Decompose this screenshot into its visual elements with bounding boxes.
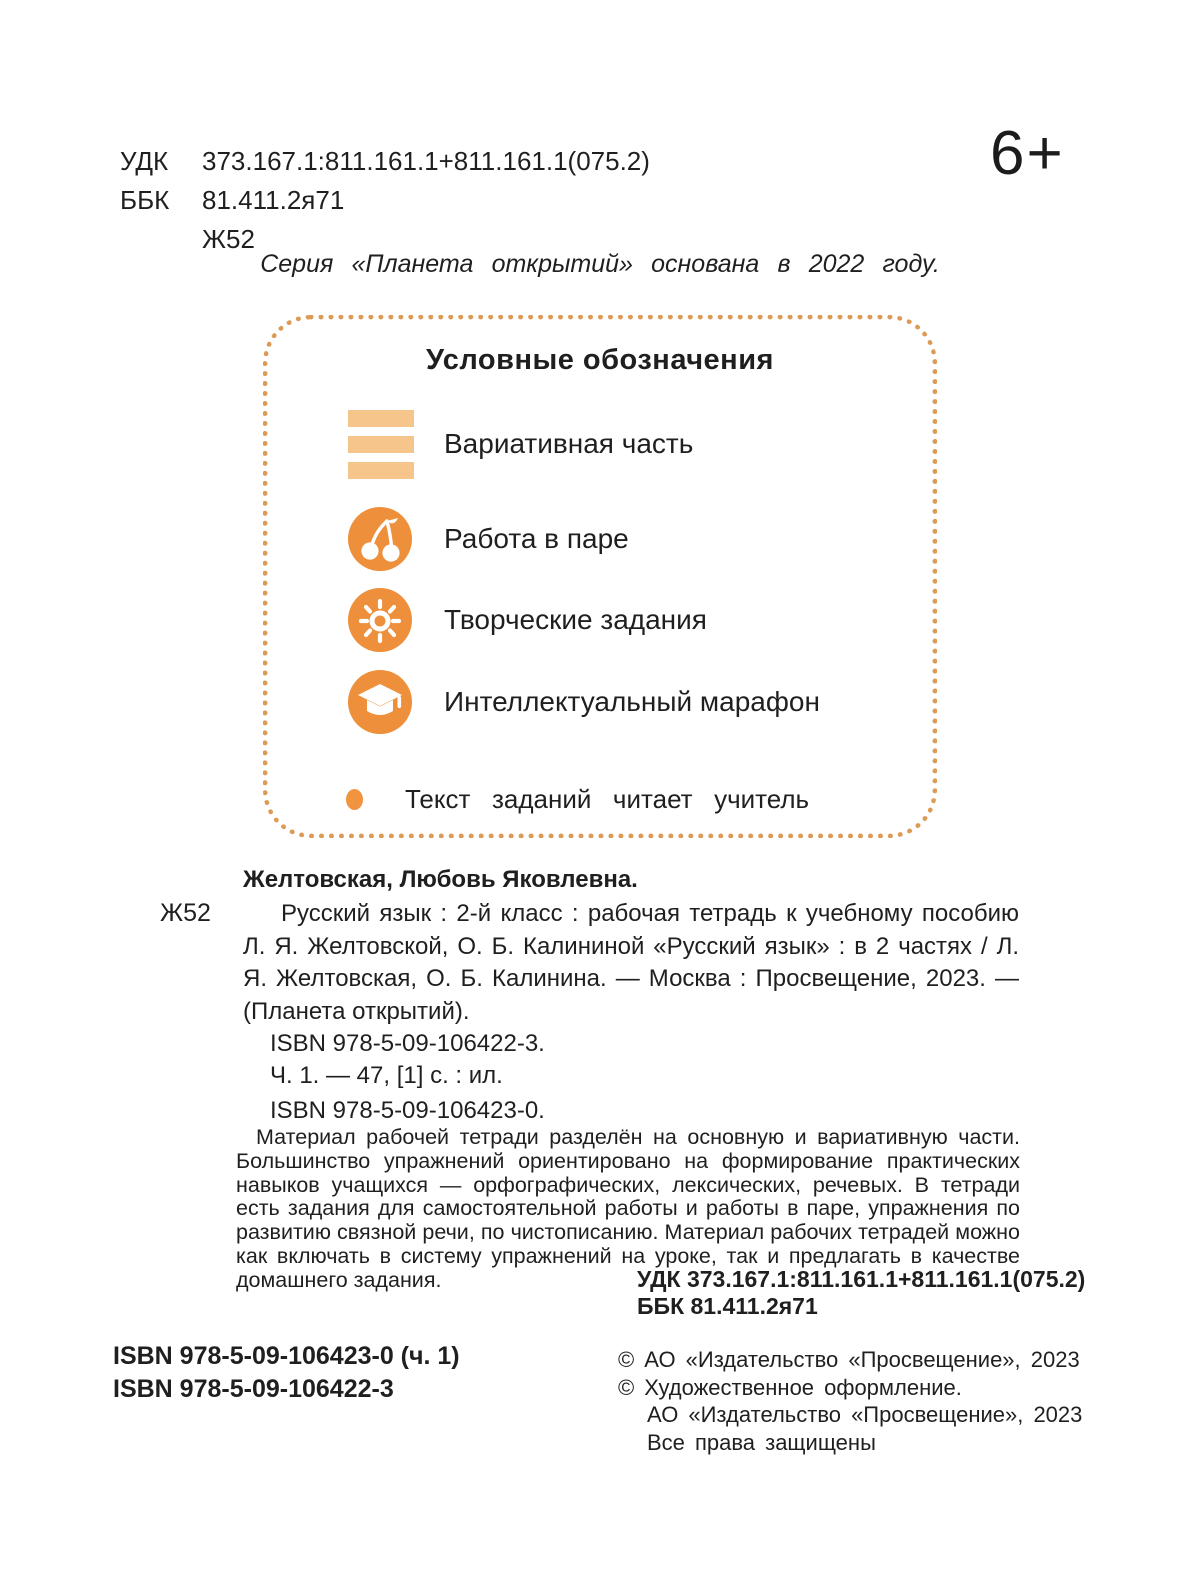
book-code: Ж52 xyxy=(202,224,255,254)
bbk-value: 81.411.2я71 xyxy=(202,185,345,215)
footer-isbn-block xyxy=(113,1340,460,1406)
footer-isbn-line-2: ISBN 978-5-09-106422-3 xyxy=(113,1375,394,1403)
legend-item-marathon xyxy=(348,669,908,735)
catalog-description: Русский язык : 2-й класс : рабочая тетрадь к учебному пособию Л. Я. Желтовской, О. Б. Калининой «Русский язык» : в 2 частях / Л. Я. Желтовская, О. Б. Калинина. — Москва : Просвещение, 2023. — (Планета открытий). xyxy=(243,900,1019,1025)
legend-item-teacher-reads xyxy=(348,766,908,832)
bbk-row xyxy=(120,181,650,220)
isbn-full-line: ISBN 978-5-09-106423-0. xyxy=(270,1097,545,1124)
legend-item-creative xyxy=(348,587,908,653)
copyright-line-4: Все права защищены xyxy=(647,1430,876,1456)
annotation-paragraph: Материал рабочей тетради разделён на основную и вариативную части. Большинство упражнений ориентировано на формирование практических навыков учащихся — орфографических, лексических, речевых. В тетради есть задания для самостоятельной работы и работы в паре, упражнения по развитию связной речи, по чистописанию. Материал рабочих тетрадей можно как включать в систему упражнений на уроке, так и предлагать в качестве домашнего задания. xyxy=(236,1125,1020,1292)
isbn-block xyxy=(270,1028,545,1127)
catalog-author: Желтовская, Любовь Яковлевна. xyxy=(243,866,638,893)
copyright-block xyxy=(618,1346,1082,1457)
teacher-reads-dot-icon xyxy=(346,789,363,810)
legend-box xyxy=(263,315,937,838)
age-rating-badge: 6+ xyxy=(990,119,1065,188)
variative-part-bars-icon xyxy=(348,410,414,479)
copyright-line-2: © Художественное оформление. xyxy=(618,1374,962,1400)
bbk-label: ББК xyxy=(120,185,170,215)
udk-bbk-footer-codes xyxy=(637,1266,1085,1320)
copyright-line-1: © АО «Издательство «Просвещение», 2023 xyxy=(618,1347,1080,1372)
legend-title: Условные обозначения xyxy=(426,344,774,376)
legend-item-label: Работа в паре xyxy=(444,523,629,554)
isbn-part-line: ISBN 978-5-09-106422-3. xyxy=(270,1030,545,1057)
udk-row xyxy=(120,142,650,181)
legend-item-label: Текст заданий читает учитель xyxy=(405,783,810,814)
legend-item-label: Вариативная часть xyxy=(444,428,694,459)
copyright-line-3: АО «Издательство «Просвещение», 2023 xyxy=(647,1402,1083,1428)
series-note: Серия «Планета открытий» основана в 2022 году. xyxy=(260,250,940,278)
classification-codes xyxy=(120,142,650,259)
legend-item-label: Творческие задания xyxy=(444,604,707,635)
legend-item-variative xyxy=(348,408,908,480)
legend-item-label: Интеллектуальный марафон xyxy=(444,686,820,717)
catalog-code: Ж52 xyxy=(160,899,211,927)
bbk-line: ББК 81.411.2я71 xyxy=(637,1293,818,1319)
intellectual-marathon-graduation-cap-icon xyxy=(348,670,412,734)
creative-tasks-sun-icon xyxy=(348,588,412,652)
pair-work-cherries-icon xyxy=(348,507,412,571)
udk-value: 373.167.1:811.161.1+811.161.1(075.2) xyxy=(202,146,650,176)
part-pages-line: Ч. 1. — 47, [1] с. : ил. xyxy=(270,1062,503,1089)
udk-label: УДК xyxy=(120,146,169,176)
footer-isbn-line-1: ISBN 978-5-09-106423-0 (ч. 1) xyxy=(113,1342,460,1370)
legend-item-pair-work xyxy=(348,506,908,572)
udk-line: УДК 373.167.1:811.161.1+811.161.1(075.2) xyxy=(637,1266,1086,1292)
